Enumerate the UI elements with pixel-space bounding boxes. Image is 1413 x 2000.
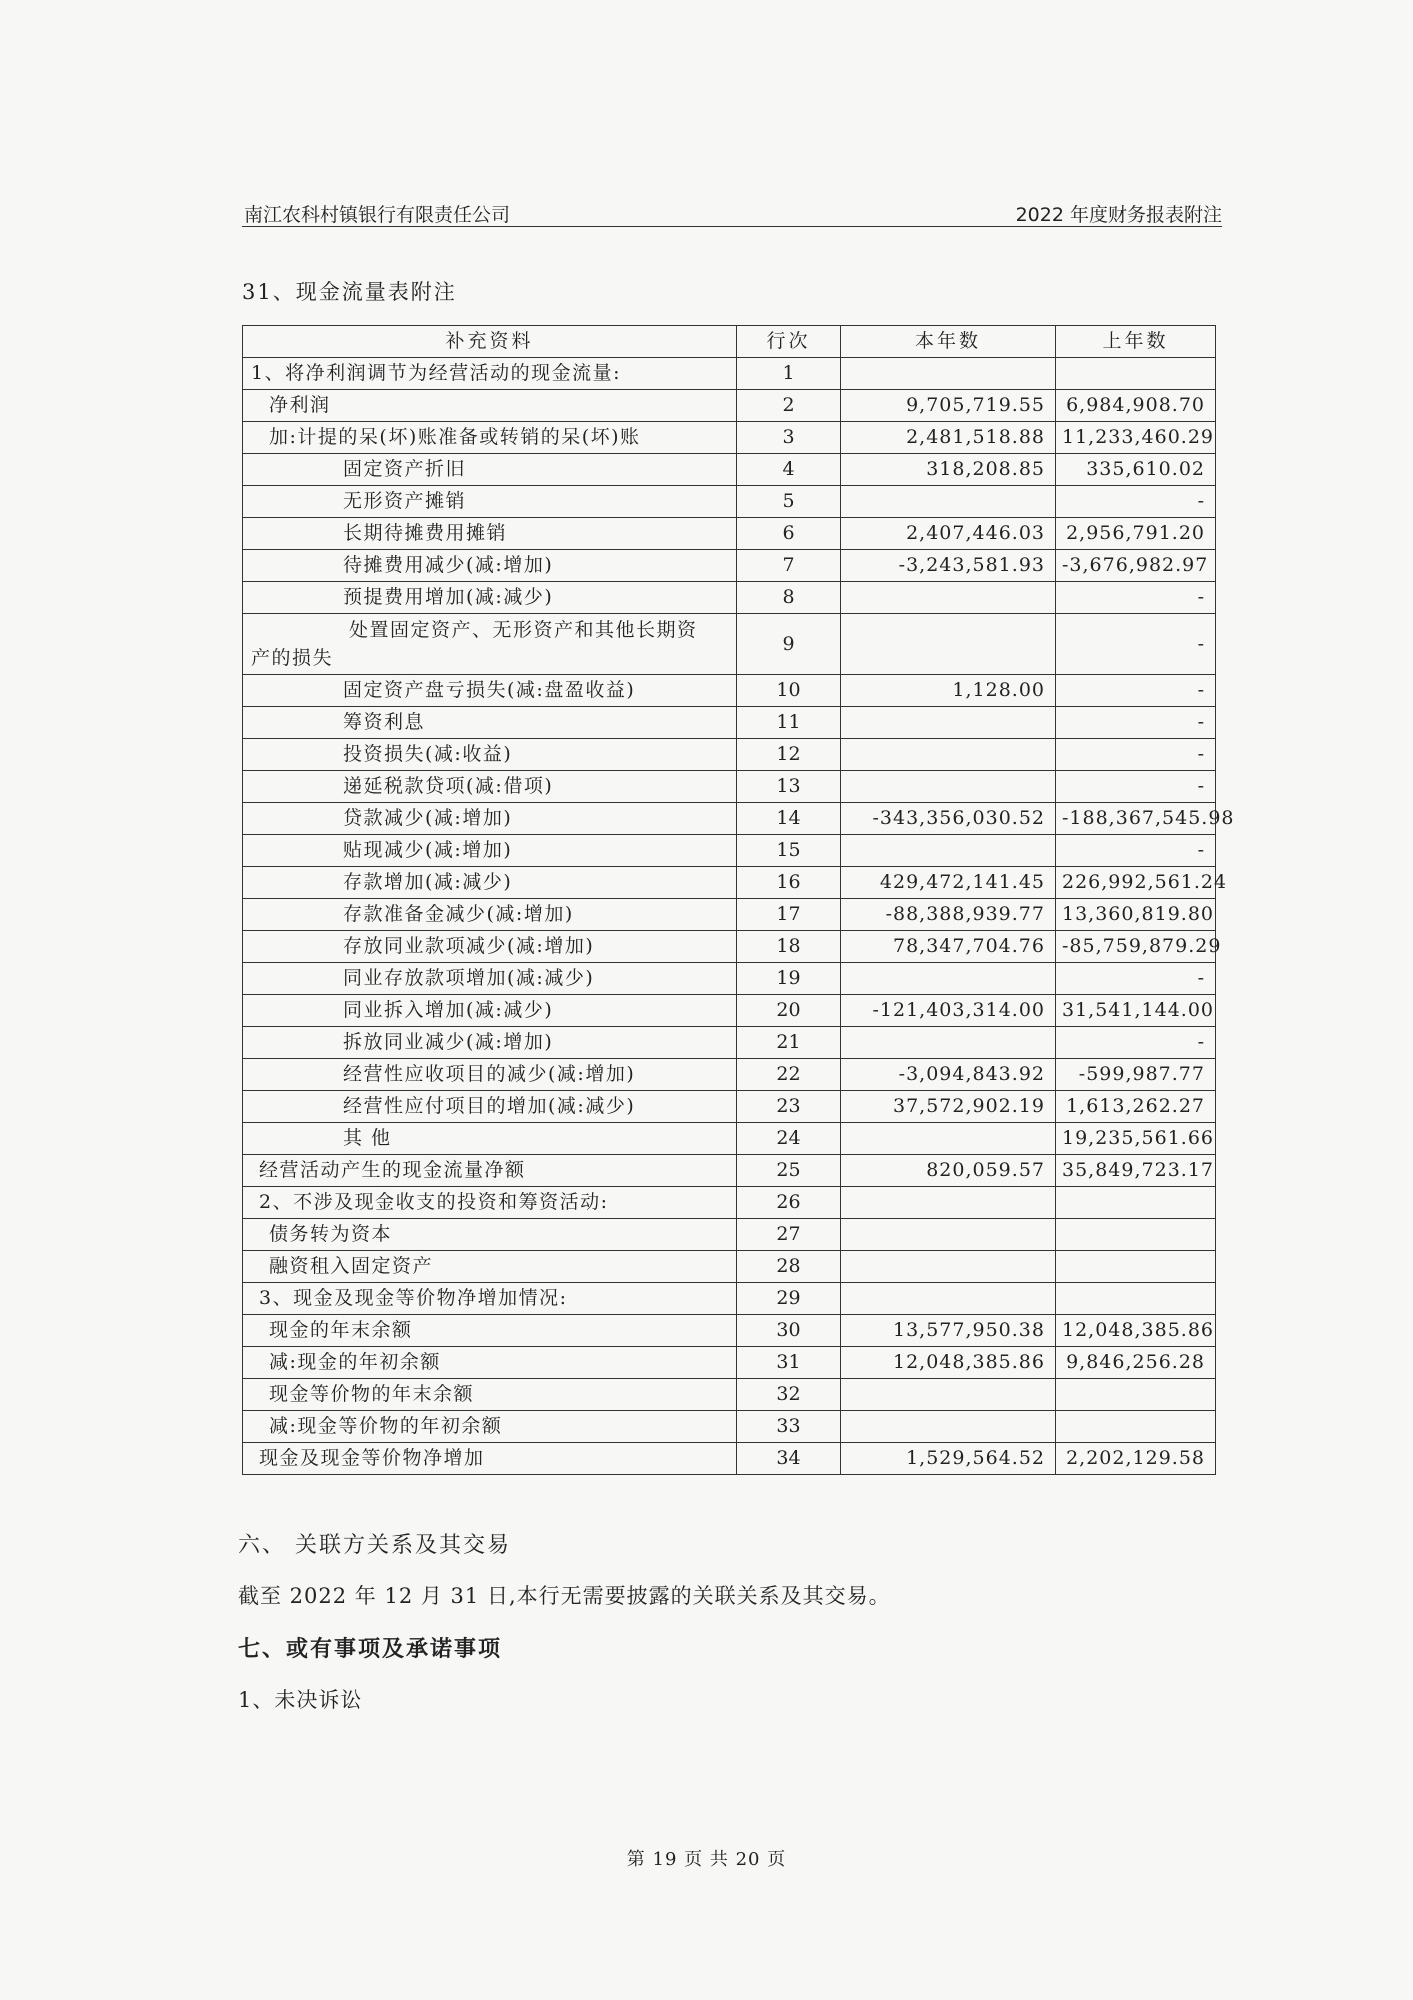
table-row [243,1443,1216,1475]
current-year-value: -121,403,314.00 [841,995,1056,1027]
row-number: 15 [737,835,841,867]
current-year-value [841,582,1056,614]
current-year-value: 1,128.00 [841,675,1056,707]
table-row [243,422,1216,454]
table-row [243,486,1216,518]
col-header-row-no: 行次 [737,326,841,358]
table-row [243,803,1216,835]
table-row [243,675,1216,707]
prior-year-value: -3,676,982.97 [1056,550,1216,582]
row-number: 12 [737,739,841,771]
table-row [243,1123,1216,1155]
current-year-value: 78,347,704.76 [841,931,1056,963]
current-year-value: 9,705,719.55 [841,390,1056,422]
row-number: 22 [737,1059,841,1091]
current-year-value: -343,356,030.52 [841,803,1056,835]
prior-year-value: - [1056,963,1216,995]
row-item: 贴现减少(减:增加) [243,835,737,867]
current-year-value: -88,388,939.77 [841,899,1056,931]
cash-flow-table [242,325,1235,1475]
row-item: 减:现金的年初余额 [243,1347,737,1379]
current-year-value [841,1379,1056,1411]
row-item-line1: 处置固定资产、无形资产和其他长期资 [349,619,698,641]
prior-year-value: 13,360,819.80 [1056,899,1216,931]
company-name: 南江农科村镇银行有限责任公司 [244,204,511,226]
row-number: 3 [737,422,841,454]
table-row [243,707,1216,739]
prior-year-value: 2,956,791.20 [1056,518,1216,550]
current-year-value: -3,094,843.92 [841,1059,1056,1091]
table-header-row [243,326,1216,358]
current-year-value: 1,529,564.52 [841,1443,1056,1475]
row-number: 1 [737,358,841,390]
row-item: 拆放同业减少(减:增加) [243,1027,737,1059]
current-year-value [841,1283,1056,1315]
prior-year-value [1056,1187,1216,1219]
table-row [243,995,1216,1027]
current-year-value: 2,407,446.03 [841,518,1056,550]
prior-year-value: 6,984,908.70 [1056,390,1216,422]
current-year-value [841,963,1056,995]
row-item: 经营性应收项目的减少(减:增加) [243,1059,737,1091]
row-number: 26 [737,1187,841,1219]
page-footer: 第 19 页 共 20 页 [626,1849,787,1870]
prior-year-value [1056,1379,1216,1411]
row-item: 加:计提的呆(坏)账准备或转销的呆(坏)账 [243,422,737,454]
table-row [243,931,1216,963]
row-number: 33 [737,1411,841,1443]
row-number: 11 [737,707,841,739]
section-title: 31、现金流量表附注 [242,280,457,304]
row-number: 6 [737,518,841,550]
current-year-value: -3,243,581.93 [841,550,1056,582]
table-row [243,771,1216,803]
row-item: 筹资利息 [243,707,737,739]
row-item: 1、将净利润调节为经营活动的现金流量: [243,358,737,390]
prior-year-value [1056,1411,1216,1443]
table-row [243,1315,1216,1347]
prior-year-value: 12,048,385.86 [1056,1315,1216,1347]
row-number: 20 [737,995,841,1027]
row-item: 现金等价物的年末余额 [243,1379,737,1411]
current-year-value [841,1187,1056,1219]
row-item: 同业存放款项增加(减:减少) [243,963,737,995]
prior-year-value [1056,1219,1216,1251]
table-row [243,1283,1216,1315]
table-row [243,739,1216,771]
row-number: 25 [737,1155,841,1187]
row-item: 存款增加(减:减少) [243,867,737,899]
row-item: 净利润 [243,390,737,422]
table-row [243,1059,1216,1091]
prior-year-value: 226,992,561.24 [1056,867,1216,899]
row-item: 无形资产摊销 [243,486,737,518]
row-item: 存款准备金减少(减:增加) [243,899,737,931]
row-item: 融资租入固定资产 [243,1251,737,1283]
row-number: 27 [737,1219,841,1251]
row-number: 28 [737,1251,841,1283]
row-number: 2 [737,390,841,422]
row-number: 24 [737,1123,841,1155]
section7-heading: 七、或有事项及承诺事项 [238,1636,503,1662]
section6-text: 截至 2022 年 12 月 31 日,本行无需要披露的关联关系及其交易。 [238,1584,891,1608]
prior-year-value: - [1056,614,1216,675]
prior-year-value: 19,235,561.66 [1056,1123,1216,1155]
row-item: 3、现金及现金等价物净增加情况: [243,1283,737,1315]
table-row [243,1251,1216,1283]
row-number: 10 [737,675,841,707]
prior-year-value: 1,613,262.27 [1056,1091,1216,1123]
report-title: 2022 年度财务报表附注 [1015,204,1222,226]
row-item: 待摊费用减少(减:增加) [243,550,737,582]
table-row [243,1379,1216,1411]
prior-year-value: - [1056,707,1216,739]
prior-year-value [1056,1283,1216,1315]
table-row [243,1155,1216,1187]
current-year-value: 318,208.85 [841,454,1056,486]
row-item: 债务转为资本 [243,1219,737,1251]
prior-year-value: - [1056,1027,1216,1059]
row-number: 18 [737,931,841,963]
row-number: 8 [737,582,841,614]
section7-sub: 1、未决诉讼 [238,1688,363,1712]
prior-year-value: 2,202,129.58 [1056,1443,1216,1475]
row-number: 21 [737,1027,841,1059]
prior-year-value: - [1056,582,1216,614]
row-item: 长期待摊费用摊销 [243,518,737,550]
row-item: 经营活动产生的现金流量净额 [243,1155,737,1187]
row-number: 16 [737,867,841,899]
prior-year-value: -599,987.77 [1056,1059,1216,1091]
current-year-value: 13,577,950.38 [841,1315,1056,1347]
prior-year-value [1056,358,1216,390]
row-number: 4 [737,454,841,486]
prior-year-value: -188,367,545.98 [1056,803,1216,835]
col-header-prior-year: 上年数 [1056,326,1216,358]
table-row [243,1219,1216,1251]
row-item-line2: 产的损失 [251,647,334,669]
current-year-value [841,739,1056,771]
section6-heading: 六、 关联方关系及其交易 [238,1533,511,1558]
row-number: 17 [737,899,841,931]
row-number: 13 [737,771,841,803]
col-header-item: 补充资料 [243,326,737,358]
current-year-value [841,1123,1056,1155]
table-row [243,1187,1216,1219]
prior-year-value: - [1056,739,1216,771]
table-row [243,1411,1216,1443]
current-year-value [841,1027,1056,1059]
row-item: 2、不涉及现金收支的投资和筹资活动: [243,1187,737,1219]
current-year-value [841,771,1056,803]
row-item: 投资损失(减:收益) [243,739,737,771]
page-header [242,200,1222,227]
row-number: 30 [737,1315,841,1347]
row-number: 31 [737,1347,841,1379]
row-number: 23 [737,1091,841,1123]
prior-year-value [1056,1251,1216,1283]
prior-year-value: 9,846,256.28 [1056,1347,1216,1379]
row-item: 现金及现金等价物净增加 [243,1443,737,1475]
row-item: 同业拆入增加(减:减少) [243,995,737,1027]
current-year-value [841,358,1056,390]
row-item: 存放同业款项减少(减:增加) [243,931,737,963]
table-row [243,390,1216,422]
current-year-value: 37,572,902.19 [841,1091,1056,1123]
row-number: 34 [737,1443,841,1475]
current-year-value [841,835,1056,867]
table-row [243,835,1216,867]
current-year-value: 12,048,385.86 [841,1347,1056,1379]
prior-year-value: - [1056,835,1216,867]
row-item: 现金的年末余额 [243,1315,737,1347]
prior-year-value: - [1056,675,1216,707]
row-item: 贷款减少(减:增加) [243,803,737,835]
prior-year-value: - [1056,486,1216,518]
row-item: 预提费用增加(减:减少) [243,582,737,614]
table-row [243,454,1216,486]
current-year-value [841,1251,1056,1283]
current-year-value: 2,481,518.88 [841,422,1056,454]
row-number: 14 [737,803,841,835]
row-number: 7 [737,550,841,582]
prior-year-value: 11,233,460.29 [1056,422,1216,454]
current-year-value: 429,472,141.45 [841,867,1056,899]
row-item: 固定资产盘亏损失(减:盘盈收益) [243,675,737,707]
prior-year-value: 335,610.02 [1056,454,1216,486]
current-year-value [841,707,1056,739]
table-row [243,582,1216,614]
table-row [243,550,1216,582]
col-header-current-year: 本年数 [841,326,1056,358]
table-row [243,1347,1216,1379]
row-item: 递延税款贷项(减:借项) [243,771,737,803]
row-item: 固定资产折旧 [243,454,737,486]
table-row [243,867,1216,899]
row-item [243,614,737,675]
row-number: 19 [737,963,841,995]
row-item: 经营性应付项目的增加(减:减少) [243,1091,737,1123]
table-row [243,1091,1216,1123]
row-number: 5 [737,486,841,518]
current-year-value: 820,059.57 [841,1155,1056,1187]
current-year-value [841,614,1056,675]
row-number: 9 [737,614,841,675]
row-number: 29 [737,1283,841,1315]
prior-year-value: -85,759,879.29 [1056,931,1216,963]
table-row [243,614,1216,675]
current-year-value [841,1219,1056,1251]
prior-year-value: 35,849,723.17 [1056,1155,1216,1187]
row-number: 32 [737,1379,841,1411]
current-year-value [841,486,1056,518]
row-item: 其 他 [243,1123,737,1155]
table-row [243,358,1216,390]
table-row [243,899,1216,931]
table-row [243,1027,1216,1059]
current-year-value [841,1411,1056,1443]
table-row [243,963,1216,995]
table-row [243,518,1216,550]
prior-year-value: - [1056,771,1216,803]
prior-year-value: 31,541,144.00 [1056,995,1216,1027]
row-item: 减:现金等价物的年初余额 [243,1411,737,1443]
